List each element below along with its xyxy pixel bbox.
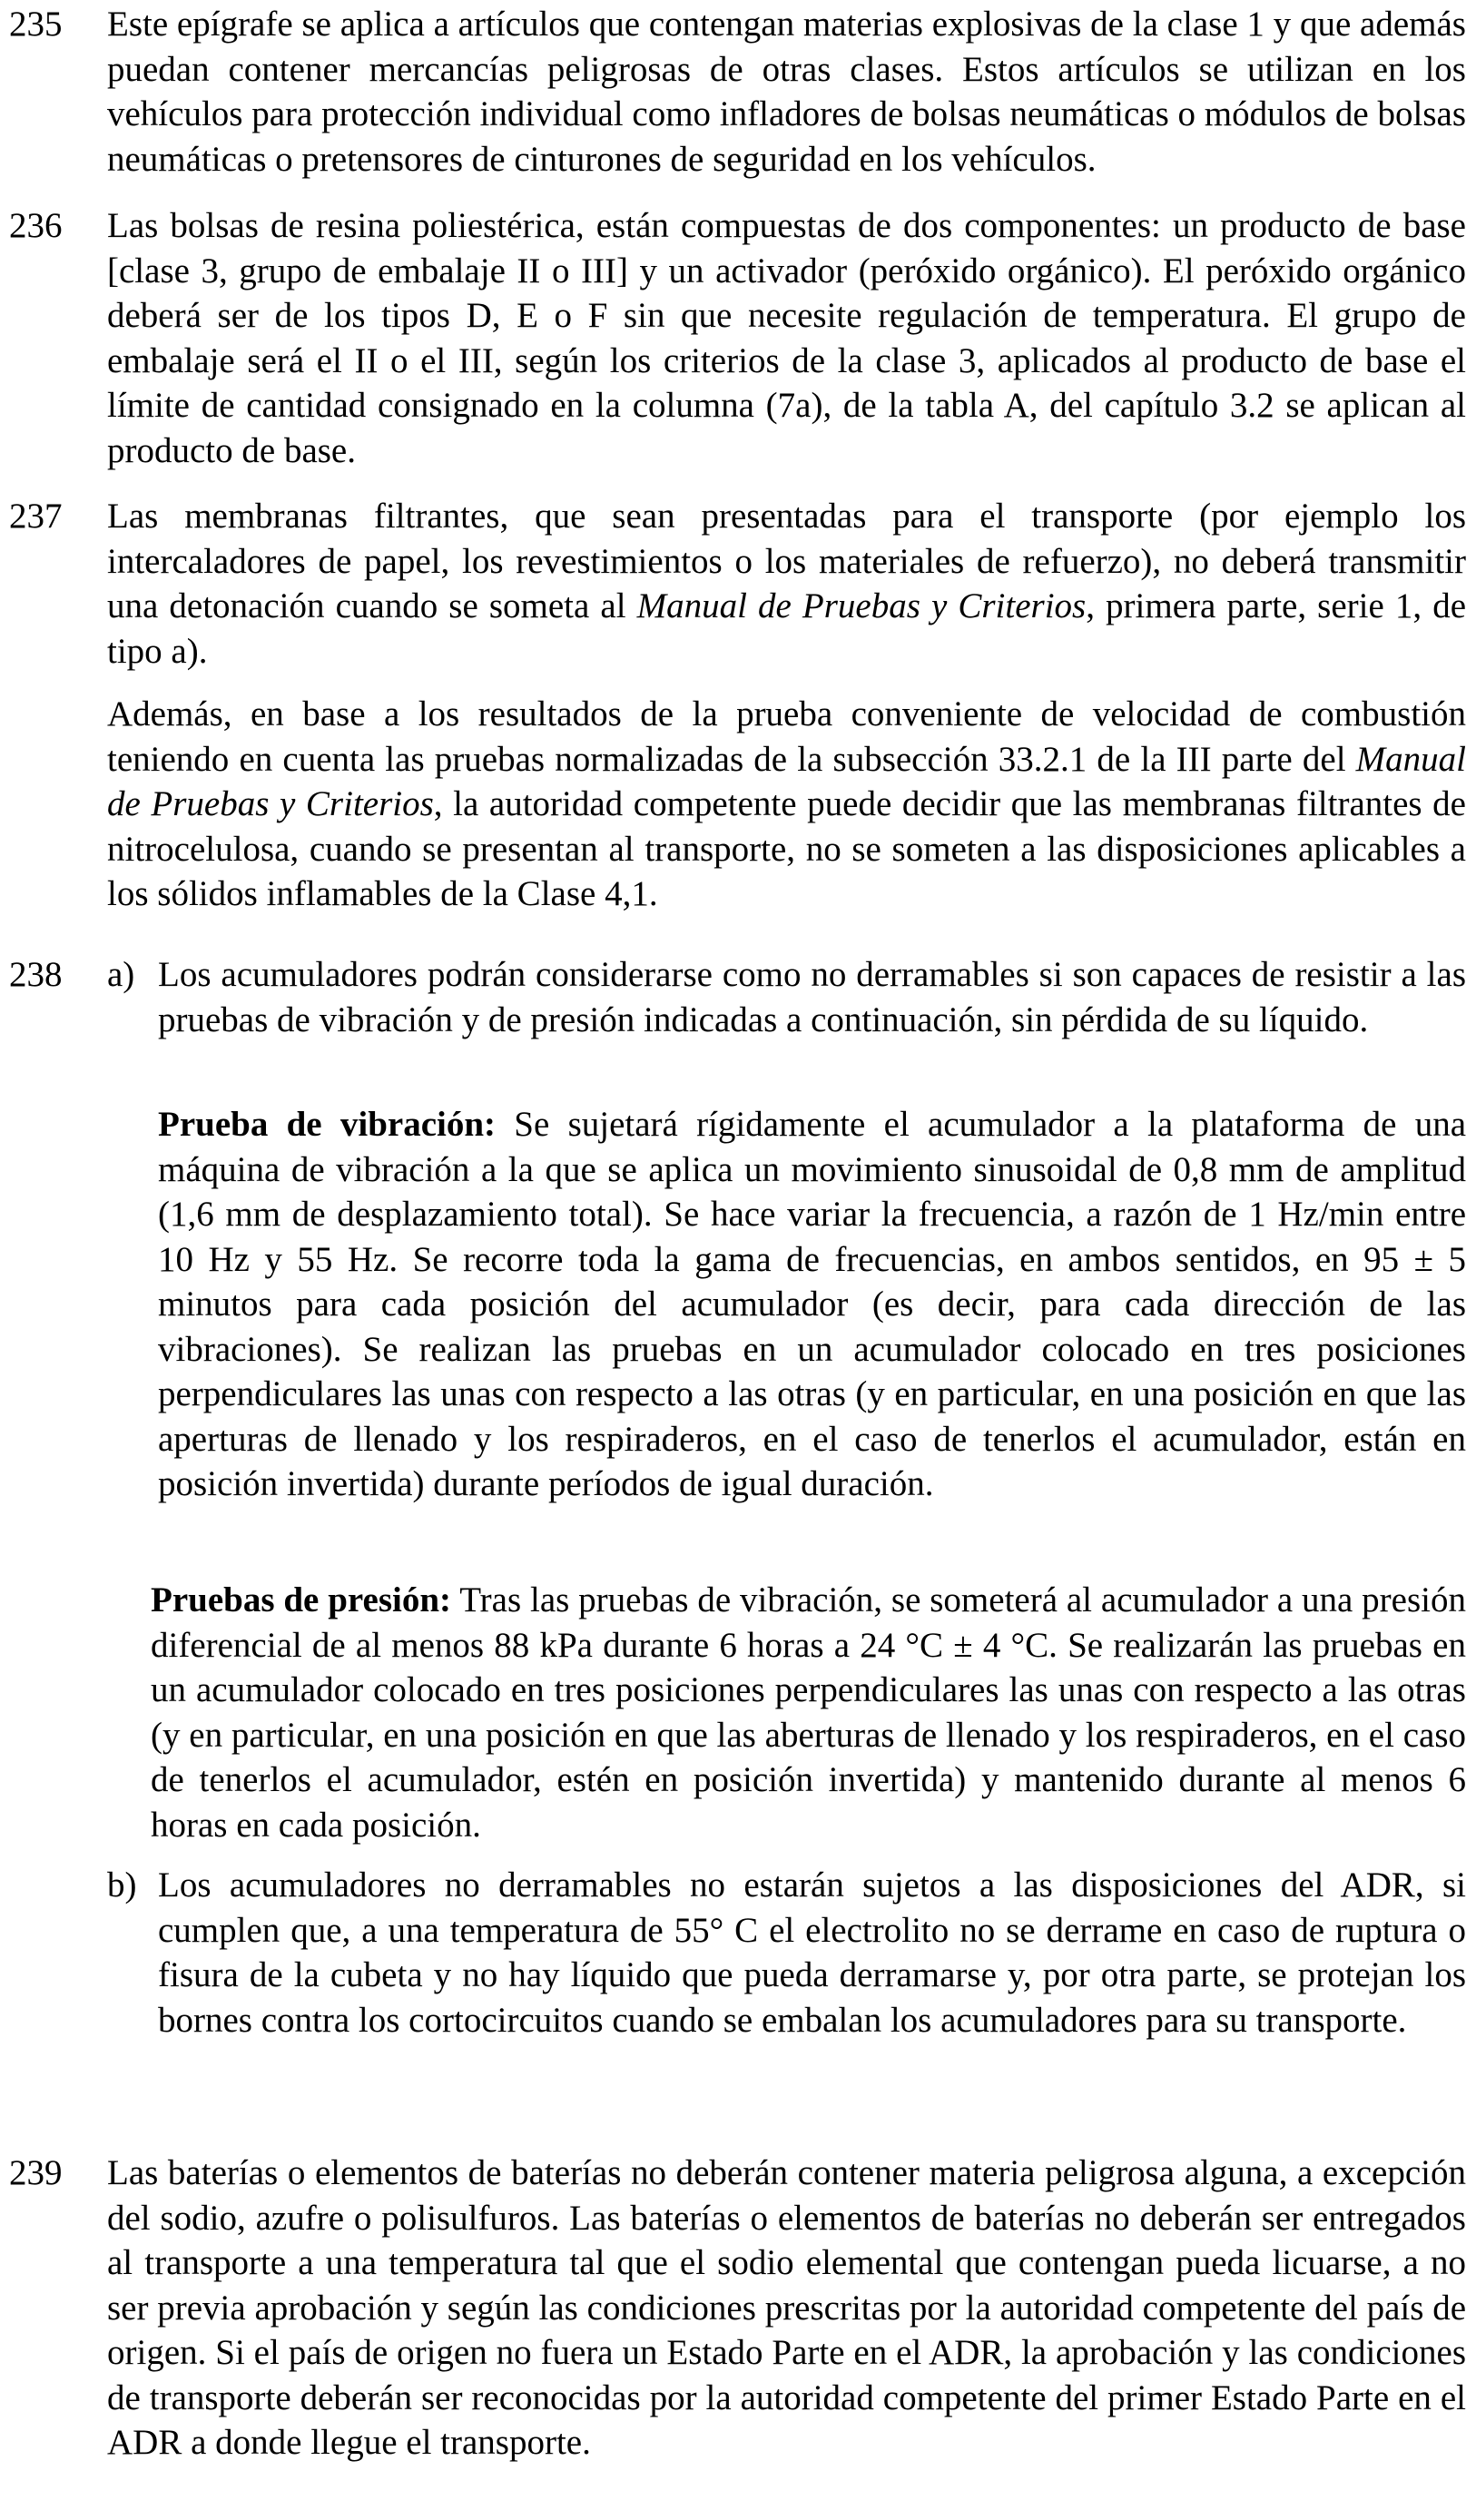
provision-text: Este epígrafe se aplica a artículos que contengan materias explosivas de la clase 1 y que además puedan contener mercancías peligrosas de otras clases. Estos artículos se utilizan en los vehículos para protección individual como infladores de bolsas neumáticas o módulos de bolsas neumáticas o pretensores de cinturones de seguridad en los vehículos.	[107, 5, 1466, 179]
pressure-test-title: Pruebas de presión:	[151, 1580, 452, 1619]
text-run: Además, en base a los resultados de la prueba conveniente de velocidad de combustión teniendo en cuenta las pruebas normalizadas de la subsección 33.2.1 de la III parte del	[107, 694, 1466, 779]
text-run: Las membranas filtrantes, que sean presentadas para el transporte (por ejemplo los intercaladores de papel, los revestimientos o los materiales de refuerzo), no deberá transmitir una detonación cuando se someta al	[107, 497, 1466, 625]
vibration-test-title: Prueba de vibración:	[158, 1105, 497, 1144]
vibration-test-text: Se sujetará rígidamente el acumulador a la plataforma de una máquina de vibración a la que se aplica un movimiento sinusoidal de 0,8 mm de amplitud (1,6 mm de desplazamiento total). Se hace variar la frecuencia, a razón de 1 Hz/min entre 10 Hz y 55 Hz. Se recorre toda la gama de frecuencias, en ambos sentidos, en 95 ± 5 minutos para cada posición del acumulador (es decir, para cada dirección de las vibraciones). Se realizan las pruebas en un acumulador colocado en tres posiciones perpendiculares las unas con respecto a las otras (y en particular, en una posición en que las aperturas de llenado y los respiraderos, en el caso de tenerlos el acumulador, están en posición invertida) durante períodos de igual duración.	[158, 1105, 1466, 1503]
item-a-text: Los acumuladores podrán considerarse como no derramables si son capaces de resistir a las pruebas de vibración y de presión indicadas a continuación, sin pérdida de su líquido.	[158, 955, 1466, 1039]
item-label-b: b)	[107, 1865, 137, 1905]
text-run: , la autoridad competente puede decidir que las membranas filtrantes de nitrocelulosa, cuando se presentan al transporte, no se someten a las disposiciones aplicables a los sólidos inflamables de la Clase 4,1.	[107, 784, 1466, 913]
provision-number: 238	[9, 955, 63, 994]
provision-number: 236	[9, 206, 63, 245]
provision-paragraph-2	[107, 692, 1466, 917]
provision-number: 239	[9, 2153, 63, 2192]
pressure-test	[151, 1578, 1466, 1847]
item-label-a: a)	[107, 955, 135, 994]
provision-number: 235	[9, 5, 63, 44]
manual-title: Manual de Pruebas y Criterios	[636, 586, 1087, 625]
text-run: , primera parte, serie 1, de tipo a).	[107, 586, 1466, 671]
pressure-test-text: Tras las pruebas de vibración, se someterá al acumulador a una presión diferencial de al menos 88 kPa durante 6 horas a 24 °C ± 4 °C. Se realizarán las pruebas en un acumulador colocado en tres posiciones perpendiculares las unas con respecto a las otras (y en particular, en una posición en que las aberturas de llenado y los respiraderos, en el caso de tenerlos el acumulador, estén en posición invertida) y mantenido durante al menos 6 horas en cada posición.	[151, 1580, 1466, 1845]
manual-title: Manual de Pruebas y Criterios	[107, 739, 1466, 823]
vibration-test	[158, 1102, 1466, 1507]
provision-number: 237	[9, 497, 63, 536]
item-b-text: Los acumuladores no derramables no estarán sujetos a las disposiciones del ADR, si cumplen que, a una temperatura de 55° C el electrolito no se derrame en caso de ruptura o fisura de la cubeta y no hay líquido que pueda derramarse y, por otra parte, se protejan los bornes contra los cortocircuitos cuando se embalan los acumuladores para su transporte.	[158, 1865, 1466, 2040]
provision-text: Las baterías o elementos de baterías no deberán contener materia peligrosa alguna, a excepción del sodio, azufre o polisulfuros. Las baterías o elementos de baterías no deberán ser entregados al transporte a una temperatura tal que el sodio elemental que contengan pueda licuarse, a no ser previa aprobación y según las condiciones prescritas por la autoridad competente del país de origen. Si el país de origen no fuera un Estado Parte en el ADR, la aprobación y las condiciones de transporte deberán ser reconocidas por la autoridad competente del primer Estado Parte en el ADR a donde llegue el transporte.	[107, 2153, 1466, 2462]
provision-paragraph-1	[107, 494, 1466, 674]
provision-text: Las bolsas de resina poliestérica, están compuestas de dos componentes: un producto de base [clase 3, grupo de embalaje II o III] y un activador (peróxido orgánico). El peróxido orgánico deberá ser de los tipos D, E o F sin que necesite regulación de temperatura. El grupo de embalaje será el II o el III, según los criterios de la clase 3, aplicados al producto de base el límite de cantidad consignado en la columna (7a), de la tabla A, del capítulo 3.2 se aplican al producto de base.	[107, 206, 1466, 470]
